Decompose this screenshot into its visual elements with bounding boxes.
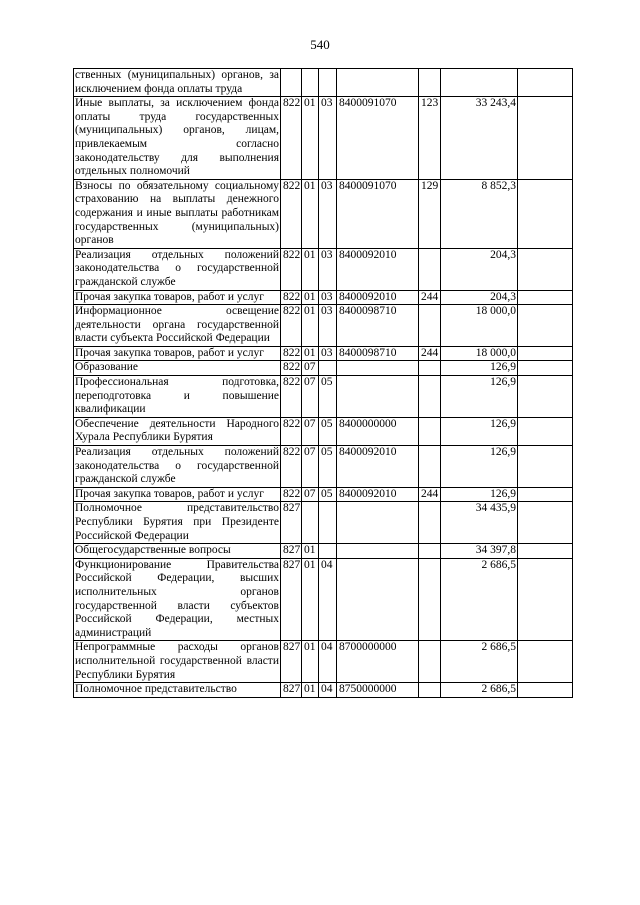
expense-name-cell: Полномочное представительство Республики Бурятия при Президенте Российской Федерации bbox=[74, 502, 281, 544]
subsection-code-cell: 03 bbox=[319, 305, 337, 347]
empty-trailing-cell bbox=[518, 97, 573, 180]
target-article-cell: 8400098710 bbox=[337, 346, 419, 361]
expense-name-cell: Прочая закупка товаров, работ и услуг bbox=[74, 487, 281, 502]
admin-code-cell: 822 bbox=[281, 248, 302, 290]
expense-type-cell bbox=[419, 446, 441, 488]
table-row bbox=[74, 446, 573, 488]
section-code-cell: 01 bbox=[302, 179, 319, 248]
section-code-cell: 01 bbox=[302, 305, 319, 347]
target-article-cell bbox=[337, 558, 419, 641]
table-row bbox=[74, 248, 573, 290]
table-row bbox=[74, 487, 573, 502]
amount-cell bbox=[441, 69, 518, 97]
admin-code-cell: 822 bbox=[281, 487, 302, 502]
expense-name-cell: Иные выплаты, за исключением фонда оплаты труда государственных (муниципальных) органов, лицам, привлекаемым согласно законодательству для выполнения отдельных полномочий bbox=[74, 97, 281, 180]
target-article-cell bbox=[337, 544, 419, 559]
amount-cell: 126,9 bbox=[441, 417, 518, 445]
admin-code-cell: 827 bbox=[281, 558, 302, 641]
subsection-code-cell bbox=[319, 361, 337, 376]
expense-type-cell bbox=[419, 544, 441, 559]
expense-type-cell bbox=[419, 641, 441, 683]
admin-code-cell: 822 bbox=[281, 417, 302, 445]
expense-name-cell: Общегосударственные вопросы bbox=[74, 544, 281, 559]
subsection-code-cell: 05 bbox=[319, 417, 337, 445]
section-code-cell: 01 bbox=[302, 290, 319, 305]
admin-code-cell: 822 bbox=[281, 376, 302, 418]
subsection-code-cell: 04 bbox=[319, 558, 337, 641]
section-code-cell: 07 bbox=[302, 487, 319, 502]
section-code-cell: 01 bbox=[302, 641, 319, 683]
amount-cell: 2 686,5 bbox=[441, 558, 518, 641]
target-article-cell bbox=[337, 361, 419, 376]
section-code-cell bbox=[302, 69, 319, 97]
empty-trailing-cell bbox=[518, 641, 573, 683]
section-code-cell: 07 bbox=[302, 417, 319, 445]
table-row bbox=[74, 417, 573, 445]
empty-trailing-cell bbox=[518, 290, 573, 305]
section-code-cell bbox=[302, 502, 319, 544]
empty-trailing-cell bbox=[518, 502, 573, 544]
table-row bbox=[74, 544, 573, 559]
target-article-cell: 8400092010 bbox=[337, 487, 419, 502]
empty-trailing-cell bbox=[518, 248, 573, 290]
expense-type-cell bbox=[419, 502, 441, 544]
amount-cell: 126,9 bbox=[441, 446, 518, 488]
admin-code-cell: 827 bbox=[281, 544, 302, 559]
empty-trailing-cell bbox=[518, 544, 573, 559]
subsection-code-cell: 03 bbox=[319, 290, 337, 305]
expense-name-cell: Образование bbox=[74, 361, 281, 376]
table-row bbox=[74, 641, 573, 683]
empty-trailing-cell bbox=[518, 487, 573, 502]
expense-name-cell: Взносы по обязательному социальному страхованию на выплаты денежного содержания и иные выплаты работникам государственных (муниципальных) органов bbox=[74, 179, 281, 248]
admin-code-cell: 822 bbox=[281, 446, 302, 488]
empty-trailing-cell bbox=[518, 179, 573, 248]
empty-trailing-cell bbox=[518, 361, 573, 376]
budget-table bbox=[73, 68, 573, 698]
target-article-cell bbox=[337, 69, 419, 97]
amount-cell: 2 686,5 bbox=[441, 641, 518, 683]
amount-cell: 33 243,4 bbox=[441, 97, 518, 180]
admin-code-cell: 822 bbox=[281, 97, 302, 180]
amount-cell: 204,3 bbox=[441, 248, 518, 290]
subsection-code-cell bbox=[319, 502, 337, 544]
amount-cell: 34 397,8 bbox=[441, 544, 518, 559]
admin-code-cell: 822 bbox=[281, 361, 302, 376]
section-code-cell: 07 bbox=[302, 376, 319, 418]
expense-type-cell bbox=[419, 248, 441, 290]
target-article-cell: 8400091070 bbox=[337, 97, 419, 180]
expense-name-cell: Прочая закупка товаров, работ и услуг bbox=[74, 346, 281, 361]
admin-code-cell: 827 bbox=[281, 641, 302, 683]
empty-trailing-cell bbox=[518, 305, 573, 347]
budget-table-body bbox=[74, 69, 573, 698]
table-row bbox=[74, 69, 573, 97]
expense-type-cell: 244 bbox=[419, 346, 441, 361]
target-article-cell: 8700000000 bbox=[337, 641, 419, 683]
target-article-cell: 8400091070 bbox=[337, 179, 419, 248]
expense-name-cell: Обеспечение деятельности Народного Хурала Республики Бурятия bbox=[74, 417, 281, 445]
amount-cell: 18 000,0 bbox=[441, 346, 518, 361]
section-code-cell: 01 bbox=[302, 248, 319, 290]
section-code-cell: 01 bbox=[302, 97, 319, 180]
subsection-code-cell: 03 bbox=[319, 179, 337, 248]
empty-trailing-cell bbox=[518, 69, 573, 97]
amount-cell: 126,9 bbox=[441, 376, 518, 418]
admin-code-cell: 822 bbox=[281, 290, 302, 305]
subsection-code-cell: 04 bbox=[319, 641, 337, 683]
subsection-code-cell: 03 bbox=[319, 248, 337, 290]
section-code-cell: 07 bbox=[302, 361, 319, 376]
subsection-code-cell: 03 bbox=[319, 346, 337, 361]
page-number: 540 bbox=[310, 37, 330, 52]
target-article-cell: 8400092010 bbox=[337, 290, 419, 305]
admin-code-cell: 822 bbox=[281, 305, 302, 347]
amount-cell: 8 852,3 bbox=[441, 179, 518, 248]
subsection-code-cell: 05 bbox=[319, 487, 337, 502]
amount-cell: 126,9 bbox=[441, 361, 518, 376]
subsection-code-cell: 05 bbox=[319, 376, 337, 418]
expense-name-cell: Реализация отдельных положений законодательства о государственной гражданской службе bbox=[74, 248, 281, 290]
amount-cell: 126,9 bbox=[441, 487, 518, 502]
empty-trailing-cell bbox=[518, 683, 573, 698]
table-row bbox=[74, 290, 573, 305]
subsection-code-cell: 03 bbox=[319, 97, 337, 180]
target-article-cell: 8400000000 bbox=[337, 417, 419, 445]
expense-type-cell bbox=[419, 683, 441, 698]
expense-type-cell bbox=[419, 558, 441, 641]
admin-code-cell: 827 bbox=[281, 502, 302, 544]
expense-type-cell bbox=[419, 361, 441, 376]
expense-type-cell bbox=[419, 376, 441, 418]
section-code-cell: 01 bbox=[302, 346, 319, 361]
amount-cell: 18 000,0 bbox=[441, 305, 518, 347]
empty-trailing-cell bbox=[518, 446, 573, 488]
expense-name-cell: Непрограммные расходы органов исполнительной государственной власти Республики Бурятия bbox=[74, 641, 281, 683]
admin-code-cell: 827 bbox=[281, 683, 302, 698]
expense-type-cell: 244 bbox=[419, 487, 441, 502]
expense-type-cell bbox=[419, 69, 441, 97]
empty-trailing-cell bbox=[518, 376, 573, 418]
section-code-cell: 07 bbox=[302, 446, 319, 488]
section-code-cell: 01 bbox=[302, 544, 319, 559]
table-row bbox=[74, 558, 573, 641]
admin-code-cell bbox=[281, 69, 302, 97]
table-row bbox=[74, 179, 573, 248]
empty-trailing-cell bbox=[518, 558, 573, 641]
expense-name-cell: Профессиональная подготовка, переподготовка и повышение квалификации bbox=[74, 376, 281, 418]
table-row bbox=[74, 361, 573, 376]
expense-name-cell: Прочая закупка товаров, работ и услуг bbox=[74, 290, 281, 305]
empty-trailing-cell bbox=[518, 417, 573, 445]
expense-name-cell: Полномочное представительство bbox=[74, 683, 281, 698]
target-article-cell: 8400092010 bbox=[337, 446, 419, 488]
expense-name-cell: Реализация отдельных положений законодательства о государственной гражданской службе bbox=[74, 446, 281, 488]
empty-trailing-cell bbox=[518, 346, 573, 361]
target-article-cell bbox=[337, 376, 419, 418]
expense-type-cell: 129 bbox=[419, 179, 441, 248]
expense-type-cell: 244 bbox=[419, 290, 441, 305]
table-row bbox=[74, 305, 573, 347]
table-row bbox=[74, 376, 573, 418]
amount-cell: 204,3 bbox=[441, 290, 518, 305]
target-article-cell: 8750000000 bbox=[337, 683, 419, 698]
table-row bbox=[74, 683, 573, 698]
subsection-code-cell bbox=[319, 69, 337, 97]
target-article-cell: 8400092010 bbox=[337, 248, 419, 290]
expense-name-cell: Функционирование Правительства Российской Федерации, высших исполнительных органов государственной власти субъектов Российской Федерации, местных администраций bbox=[74, 558, 281, 641]
amount-cell: 2 686,5 bbox=[441, 683, 518, 698]
expense-name-cell: ственных (муниципальных) органов, за исключением фонда оплаты труда bbox=[74, 69, 281, 97]
expense-type-cell bbox=[419, 305, 441, 347]
table-row bbox=[74, 502, 573, 544]
table-row bbox=[74, 346, 573, 361]
admin-code-cell: 822 bbox=[281, 346, 302, 361]
target-article-cell: 8400098710 bbox=[337, 305, 419, 347]
subsection-code-cell bbox=[319, 544, 337, 559]
section-code-cell: 01 bbox=[302, 683, 319, 698]
section-code-cell: 01 bbox=[302, 558, 319, 641]
expense-name-cell: Информационное освещение деятельности органа государственной власти субъекта Российской Федерации bbox=[74, 305, 281, 347]
expense-type-cell: 123 bbox=[419, 97, 441, 180]
table-row bbox=[74, 97, 573, 180]
admin-code-cell: 822 bbox=[281, 179, 302, 248]
target-article-cell bbox=[337, 502, 419, 544]
subsection-code-cell: 04 bbox=[319, 683, 337, 698]
amount-cell: 34 435,9 bbox=[441, 502, 518, 544]
subsection-code-cell: 05 bbox=[319, 446, 337, 488]
expense-type-cell bbox=[419, 417, 441, 445]
